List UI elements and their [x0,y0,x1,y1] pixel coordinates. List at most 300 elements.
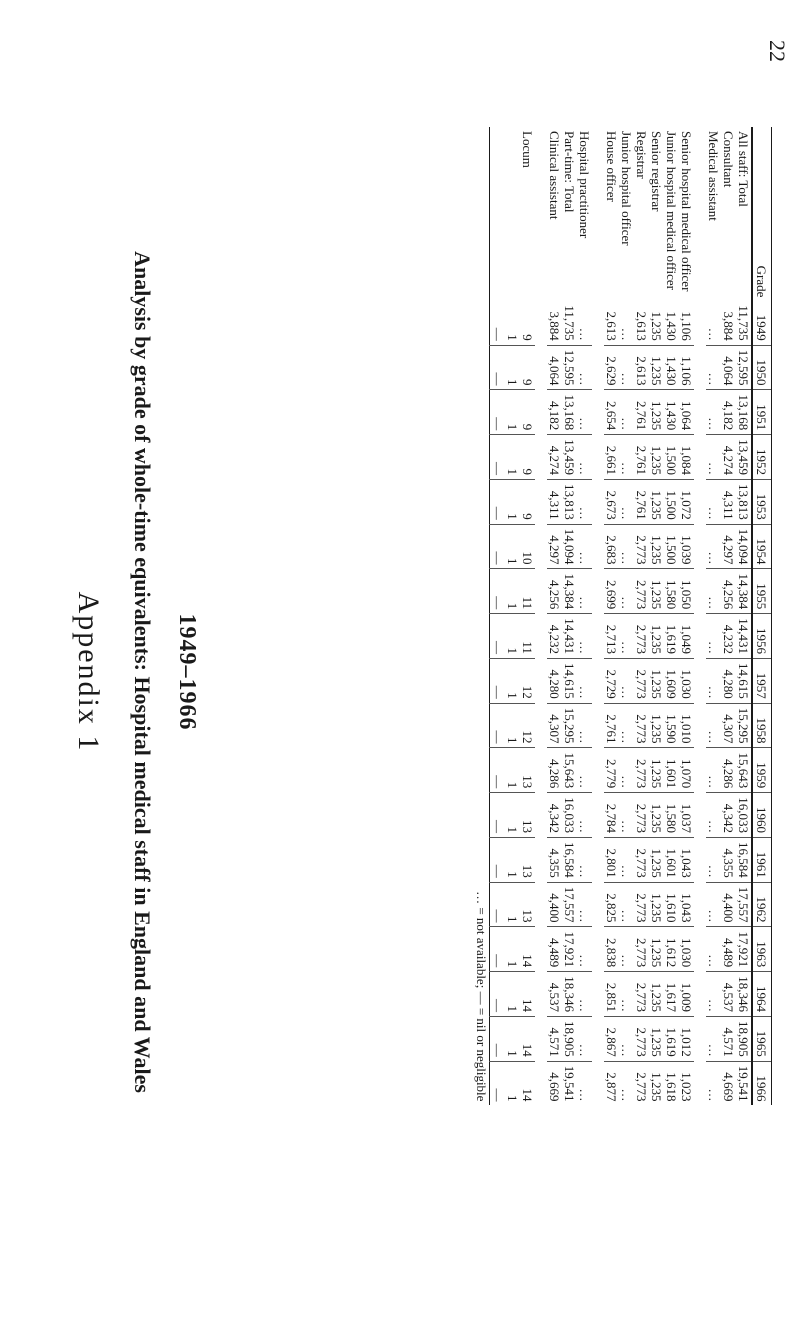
table-cell: 2,773 [634,703,649,748]
row-label: House officer [604,131,619,202]
table-cell: … [706,524,721,569]
table-cell: — [490,524,506,569]
table-cell: 1 [505,972,520,1017]
table-cell: 1,235 [649,479,664,524]
table-cell: … [619,793,634,838]
table-cell: 1,106 [679,311,694,341]
table-cell: … [619,837,634,882]
table-cell: 19,541 [562,1061,577,1105]
table-cell: 9 [520,390,535,435]
table-header-row [752,127,772,1105]
table-cell: — [490,327,505,341]
table-cell: 14 [520,927,535,972]
table-cell: 2,773 [634,882,649,927]
table-cell: 14,431 [562,614,577,659]
table-cell: 2,801 [604,837,619,882]
table-cell: 1,235 [649,390,664,435]
table-cell: 12 [520,658,535,703]
table-cell: 14 [520,972,535,1017]
table-cell: 1,235 [649,524,664,569]
table-cell: 1,043 [679,882,694,927]
table-cell: — [490,972,506,1017]
row-label [490,127,506,301]
row-label: Senior registrar [649,131,664,212]
table-cell: 2,773 [634,658,649,703]
table-row [706,127,721,1105]
table-cell: 17,921 [736,927,752,972]
year-header: 1957 [752,658,772,703]
table-cell: — [490,793,506,838]
table-cell: … [706,658,721,703]
table-cell: 2,773 [634,748,649,793]
table-cell: — [490,569,506,614]
table-cell: 4,489 [721,927,736,972]
row-label: Hospital practitioner [577,131,592,239]
table-cell: … [706,345,721,390]
table-row [577,127,592,1105]
table-cell: 1,601 [664,748,679,793]
table-cell: 13,813 [562,479,577,524]
table-row [604,127,619,1105]
table-cell: 17,557 [562,882,577,927]
table-cell: 4,669 [547,1061,562,1105]
row-label: Part-time: Total [562,131,577,213]
table-cell: — [490,345,506,390]
table-cell: 1,235 [649,569,664,614]
table-cell: 1,235 [649,658,664,703]
row-label: Junior hospital medical officer [664,131,679,290]
table-cell: 1,235 [649,837,664,882]
table-cell: 4,311 [547,479,562,524]
table-cell: 1,609 [664,658,679,703]
table-cell: 4,280 [547,658,562,703]
row-label: Junior hospital officer [619,131,634,246]
table-row [505,127,520,1105]
table-cell: 1,049 [679,614,694,659]
table-cell: 1,430 [664,390,679,435]
year-header: 1966 [752,1061,772,1105]
table-cell: 1,235 [649,882,664,927]
title-line-1: Analysis by grade of whole-time equivalents: [130,251,155,671]
table-cell: 17,557 [736,882,752,927]
table-cell: — [490,435,506,480]
table-cell: 1 [505,1016,520,1061]
table-cell: 2,773 [634,614,649,659]
table-cell: 4,064 [721,345,736,390]
table-cell: 1 [505,479,520,524]
table-body [490,127,753,1105]
table-cell: 1,235 [649,927,664,972]
table-cell: 13,459 [562,435,577,480]
table-cell: 13 [520,793,535,838]
table-footnote: … = not available; — = nil or negligible [474,127,490,1105]
table-cell: … [577,658,592,703]
table-cell: 16,033 [736,793,752,838]
table-cell: 1,030 [679,658,694,703]
table-cell: 1,500 [664,435,679,480]
table-cell: 2,779 [604,748,619,793]
table-cell: 14 [520,1016,535,1061]
table-cell: 4,489 [547,927,562,972]
table-cell: 1,619 [664,614,679,659]
row-label: Registrar [634,131,649,179]
year-header: 1954 [752,524,772,569]
table-footer-rule [474,127,490,1105]
table-cell: 2,699 [604,569,619,614]
table-cell: 1,235 [649,703,664,748]
table-cell: … [619,569,634,614]
year-header: 1958 [752,703,772,748]
table-cell: 1,072 [679,479,694,524]
table-cell: … [706,569,721,614]
table-cell: … [577,569,592,614]
table-cell: 1,050 [679,569,694,614]
table-cell: 4,342 [547,793,562,838]
table-cell: 2,613 [634,345,649,390]
year-header: 1962 [752,882,772,927]
table-cell: 16,584 [562,837,577,882]
table-cell: — [490,1061,506,1105]
table-cell: 10 [520,524,535,569]
table-cell: 14,094 [736,524,752,569]
table-cell: 2,613 [604,311,619,341]
table-row [634,127,649,1105]
table-cell: 2,713 [604,614,619,659]
table-cell: 4,232 [721,614,736,659]
table-cell: 1 [505,748,520,793]
table-cell: … [619,614,634,659]
table-cell: 2,773 [634,837,649,882]
year-header: 1965 [752,1016,772,1061]
table-cell: 1,235 [649,435,664,480]
year-header: 1953 [752,479,772,524]
table-row [736,127,752,1105]
table-cell: — [490,703,506,748]
table-cell: … [619,748,634,793]
table-cell: 1,580 [664,569,679,614]
table-cell: 14,431 [736,614,752,659]
table-cell: 11 [520,614,535,659]
table-cell: … [706,837,721,882]
table-cell: 1,580 [664,793,679,838]
table-cell: 4,182 [547,390,562,435]
row-label [505,127,520,301]
table-cell: 4,232 [547,614,562,659]
year-header: 1959 [752,748,772,793]
table-cell: 18,905 [562,1016,577,1061]
table-row [490,127,506,1105]
year-header: 1956 [752,614,772,659]
table-cell: 2,761 [634,390,649,435]
year-header: 1961 [752,837,772,882]
table-cell: 2,867 [604,1016,619,1061]
statistics-table [474,127,772,1105]
appendix-heading: Appendix 1 [72,591,105,753]
table-cell: 4,274 [547,435,562,480]
table-cell: — [490,658,506,703]
table-cell: 12 [520,703,535,748]
table-cell: 2,825 [604,882,619,927]
table-cell: 15,295 [562,703,577,748]
table-cell: 18,905 [736,1016,752,1061]
table-cell: 4,286 [721,748,736,793]
row-label: Consultant [721,131,736,188]
table-cell: … [706,390,721,435]
table-cell: 1,106 [679,345,694,390]
table-cell: 1,612 [664,927,679,972]
table-cell: — [490,390,506,435]
table-cell: 1 [505,882,520,927]
table-cell: … [619,882,634,927]
year-header: 1955 [752,569,772,614]
table-cell: 1 [505,927,520,972]
table-cell: 1,235 [649,311,664,341]
table-cell: 1,009 [679,972,694,1017]
table-cell: 2,761 [634,435,649,480]
table-row [721,127,736,1105]
year-header: 1960 [752,793,772,838]
table-row [649,127,664,1105]
table-cell: 2,773 [634,793,649,838]
table-cell: — [490,748,506,793]
table-cell: 4,286 [547,748,562,793]
group-spacer [535,127,547,1105]
table-cell: … [706,748,721,793]
table-row [547,127,562,1105]
table-cell: … [706,1061,721,1105]
table-cell: 9 [520,435,535,480]
title-line-2: Hospital medical staff in England and Wales [130,676,155,1093]
table-cell: 11,735 [562,305,577,341]
year-header: 1951 [752,390,772,435]
table-cell: … [619,345,634,390]
table-cell: 9 [520,334,535,341]
table-cell: 4,297 [547,524,562,569]
header-corner: Grade [752,127,772,301]
table-cell: 14,384 [736,569,752,614]
table-row [664,127,679,1105]
table-cell: 13 [520,748,535,793]
row-label: Medical assistant [706,131,721,221]
table-cell: 13,813 [736,479,752,524]
table-cell: 1,235 [649,748,664,793]
table-cell: — [490,882,506,927]
table-cell: 9 [520,479,535,524]
table-cell: 4,537 [547,972,562,1017]
table-cell: 4,307 [547,703,562,748]
table-cell: … [577,837,592,882]
table-cell: … [706,972,721,1017]
table-cell: 1,235 [649,1061,664,1105]
table-cell: … [619,658,634,703]
table-cell: … [619,1016,634,1061]
table-cell: 1,235 [649,793,664,838]
table-cell: … [619,1061,634,1105]
table-cell: … [706,927,721,972]
table-cell: … [577,1016,592,1061]
table-cell: 15,295 [736,703,752,748]
table-cell: 4,182 [721,390,736,435]
table-cell: 13,168 [736,390,752,435]
table-cell: … [577,524,592,569]
table-cell: 1,590 [664,703,679,748]
table-cell: — [490,614,506,659]
table-cell: … [577,972,592,1017]
table-cell: 14 [520,1061,535,1105]
table-cell: 1,617 [664,972,679,1017]
table-cell: … [577,345,592,390]
table-cell: … [619,390,634,435]
table-cell: 2,773 [634,524,649,569]
table-row [520,127,535,1105]
table-cell: 4,355 [721,837,736,882]
table-cell: … [706,703,721,748]
table-cell: 4,669 [721,1061,736,1105]
table-cell: 1 [505,703,520,748]
table-cell: 1 [505,435,520,480]
table-cell: 3,884 [547,311,562,341]
table-cell: 2,773 [634,972,649,1017]
table-cell: … [577,882,592,927]
table-cell: … [577,390,592,435]
table-cell: 11 [520,569,535,614]
table-cell: 4,537 [721,972,736,1017]
table-cell: 2,729 [604,658,619,703]
year-header: 1950 [752,345,772,390]
row-label: Senior hospital medical officer [679,131,694,292]
table-cell: 4,274 [721,435,736,480]
row-label: Clinical assistant [547,131,562,220]
page-number: 22 [765,40,790,62]
table-cell: 2,654 [604,390,619,435]
table-cell: … [577,1061,592,1105]
table-cell: 1 [505,390,520,435]
group-spacer [592,127,604,1105]
table-cell: … [619,479,634,524]
table-cell: 4,571 [547,1016,562,1061]
table-cell: 1,012 [679,1016,694,1061]
table-cell: 1,030 [679,927,694,972]
table-cell: 2,838 [604,927,619,972]
table-cell: 18,346 [562,972,577,1017]
table-cell: 1,601 [664,837,679,882]
table-cell: 4,256 [721,569,736,614]
table-cell: 1,235 [649,614,664,659]
table-cell: — [490,479,506,524]
table-cell: 1,500 [664,524,679,569]
table-cell: 1,619 [664,1016,679,1061]
table-cell: 1,043 [679,837,694,882]
table-cell: … [619,972,634,1017]
table-cell: 2,761 [604,703,619,748]
table-cell: 2,773 [634,1016,649,1061]
table-cell: … [577,748,592,793]
table-cell: … [577,614,592,659]
table-cell: … [706,435,721,480]
table-cell: 2,629 [604,345,619,390]
table-cell: … [577,479,592,524]
table-row [619,127,634,1105]
table-row [562,127,577,1105]
row-label: All staff: Total [736,131,751,207]
table-cell: 2,773 [634,1061,649,1105]
table-cell: … [577,327,592,341]
table-cell: 19,541 [736,1061,752,1105]
table-cell: 1,430 [664,311,679,341]
table-cell: 1,064 [679,390,694,435]
table-cell: — [490,927,506,972]
table-cell: 11,735 [736,305,751,341]
table-cell: 12,595 [736,345,752,390]
table-cell: 2,661 [604,435,619,480]
table-cell: 4,342 [721,793,736,838]
table-cell: 4,355 [547,837,562,882]
table-cell: 4,307 [721,703,736,748]
table-cell: 13 [520,837,535,882]
table-cell: 16,033 [562,793,577,838]
table-cell: 1 [505,614,520,659]
table-cell: 14,094 [562,524,577,569]
table-cell: 2,877 [604,1061,619,1105]
table-cell: 18,346 [736,972,752,1017]
table-cell: 13 [520,882,535,927]
table-cell: 1 [505,345,520,390]
table-cell: … [619,327,634,341]
table-cell: 17,921 [562,927,577,972]
table-cell: … [706,614,721,659]
table-cell: 12,595 [562,345,577,390]
table-cell: 2,784 [604,793,619,838]
table-cell: … [577,793,592,838]
table-cell: 9 [520,345,535,390]
table-cell: 1,610 [664,882,679,927]
table-cell: 15,643 [562,748,577,793]
table-title [129,0,155,1344]
table-cell: 4,256 [547,569,562,614]
table-cell: 14,384 [562,569,577,614]
table-cell: 1 [505,658,520,703]
table-cell: … [706,882,721,927]
table-cell: 4,064 [547,345,562,390]
table-cell: 1,235 [649,345,664,390]
table-cell: 1,430 [664,345,679,390]
table-cell: 1 [505,837,520,882]
table-cell: 4,400 [547,882,562,927]
table-cell: … [619,435,634,480]
table-cell: 14,615 [736,658,752,703]
table-cell: 1 [505,1061,520,1105]
table-cell: 2,673 [604,479,619,524]
row-label: Locum [520,131,535,168]
table-cell: 2,773 [634,569,649,614]
table-cell: 14,615 [562,658,577,703]
table-cell: 1,084 [679,435,694,480]
table-cell: 1 [505,793,520,838]
group-spacer [694,127,706,1105]
table-cell: 2,613 [634,311,649,341]
table-cell: 13,168 [562,390,577,435]
table-cell: 1,010 [679,703,694,748]
table-cell: 1,618 [664,1061,679,1105]
table-cell: 4,297 [721,524,736,569]
table-cell: … [706,479,721,524]
table-cell: 1,039 [679,524,694,569]
table-cell: 2,851 [604,972,619,1017]
table-cell: 1,070 [679,748,694,793]
table-cell: 1 [505,334,520,341]
table-cell: … [706,793,721,838]
table-cell: 1,037 [679,793,694,838]
